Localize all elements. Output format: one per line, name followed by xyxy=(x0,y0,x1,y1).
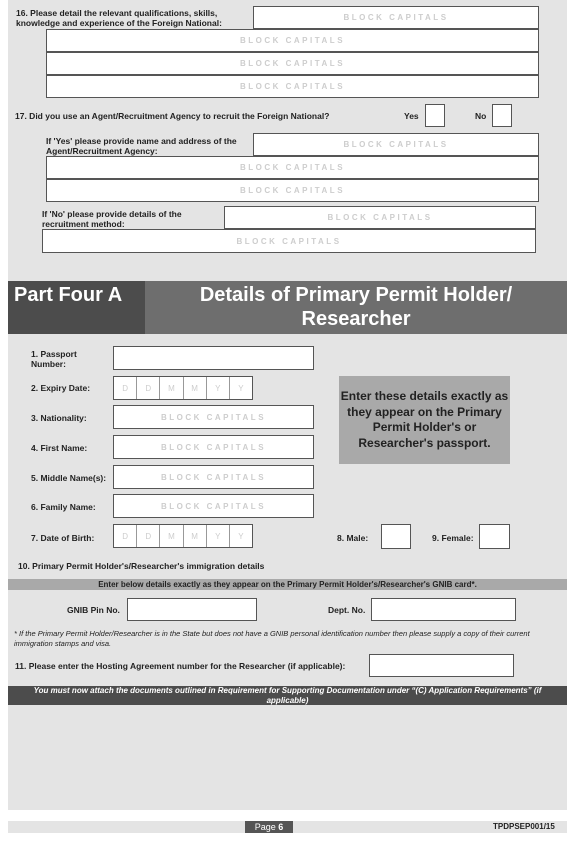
middle-name-label: 5. Middle Name(s): xyxy=(31,473,107,483)
date-segment[interactable]: D xyxy=(137,377,160,399)
q11-label: 11. Please enter the Hosting Agreement number for the Researcher (if applicable): xyxy=(15,661,346,671)
date-segment[interactable]: M xyxy=(184,525,207,547)
date-segment[interactable]: D xyxy=(114,377,137,399)
dept-no-label: Dept. No. xyxy=(328,605,366,615)
q16-field-1[interactable]: BLOCK CAPITALS xyxy=(253,6,539,29)
date-segment[interactable]: M xyxy=(160,377,183,399)
male-checkbox[interactable] xyxy=(381,524,411,549)
nationality-label: 3. Nationality: xyxy=(31,413,87,423)
first-name-label: 4. First Name: xyxy=(31,443,88,453)
hosting-agreement-field[interactable] xyxy=(369,654,514,677)
document-code: TPDPSEP001/15 xyxy=(493,822,555,831)
expiry-label: 2. Expiry Date: xyxy=(31,383,91,393)
section-part-header xyxy=(8,281,145,334)
female-label: 9. Female: xyxy=(432,533,474,543)
dob-field[interactable] xyxy=(113,524,253,548)
gnib-pin-label: GNIB Pin No. xyxy=(67,605,120,615)
q17-label: 17. Did you use an Agent/Recruitment Agency to recruit the Foreign National? xyxy=(15,111,330,121)
section-title-header xyxy=(145,281,567,334)
dob-label: 7. Date of Birth: xyxy=(31,533,95,543)
q17-yes-checkbox[interactable] xyxy=(425,104,445,127)
q17-yes-label: Yes xyxy=(404,111,419,121)
middle-name-field[interactable]: BLOCK CAPITALS xyxy=(113,465,314,489)
male-label: 8. Male: xyxy=(337,533,369,543)
date-segment[interactable]: M xyxy=(160,525,183,547)
gnib-footnote: * If the Primary Permit Holder/Researcher is in the State but does not have a GNIB personal identification number then please supply a copy of their current immigration stamps and visa. xyxy=(14,629,530,648)
q16-field-2[interactable]: BLOCK CAPITALS xyxy=(46,29,539,52)
date-segment[interactable]: Y xyxy=(238,531,244,541)
q17-if-yes-label: If 'Yes' please provide name and address of the Agent/Recruitment Agency: xyxy=(46,136,237,156)
date-segment[interactable]: D xyxy=(114,525,137,547)
date-segment[interactable]: Y xyxy=(207,525,230,547)
page-number-badge xyxy=(245,821,293,833)
expiry-date-field[interactable] xyxy=(113,376,253,400)
passport-label: 1. Passport Number: xyxy=(31,349,77,369)
date-segment[interactable]: Y xyxy=(207,377,230,399)
family-name-label: 6. Family Name: xyxy=(31,502,96,512)
q16-field-4[interactable]: BLOCK CAPITALS xyxy=(46,75,539,98)
dept-no-field[interactable] xyxy=(371,598,516,621)
family-name-field[interactable]: BLOCK CAPITALS xyxy=(113,494,314,518)
q17-no-checkbox[interactable] xyxy=(492,104,512,127)
date-segment[interactable]: Y xyxy=(238,383,244,393)
q16-field-3[interactable]: BLOCK CAPITALS xyxy=(46,52,539,75)
section-part-title: Part Four A xyxy=(14,284,123,306)
recruitment-method-field-2[interactable]: BLOCK CAPITALS xyxy=(42,229,536,253)
page-label: Page xyxy=(254,822,276,832)
recruitment-method-field-1[interactable]: BLOCK CAPITALS xyxy=(224,206,536,229)
q10-label: 10. Primary Permit Holder's/Researcher's immigration details xyxy=(18,561,265,571)
agency-field-1[interactable]: BLOCK CAPITALS xyxy=(253,133,539,156)
section-title: Details of Primary Permit Holder/ Researcher xyxy=(199,284,513,330)
nationality-field[interactable]: BLOCK CAPITALS xyxy=(113,405,314,429)
passport-instruction-text: Enter these details exactly as they appear on the Primary Permit Holder's or Researcher's passport. xyxy=(340,389,509,450)
agency-field-2[interactable]: BLOCK CAPITALS xyxy=(46,156,539,179)
agency-field-3[interactable]: BLOCK CAPITALS xyxy=(46,179,539,202)
passport-field[interactable] xyxy=(113,346,314,370)
gnib-instruction-band: Enter below details exactly as they appear on the Primary Permit Holder's/Researcher's GNIB card*. xyxy=(8,579,567,590)
female-checkbox[interactable] xyxy=(479,524,510,549)
q17-if-no-label: If 'No' please provide details of the recruitment method: xyxy=(42,209,182,229)
attach-documents-notice: You must now attach the documents outlined in Requirement for Supporting Documentation under “(C) Application Requirements” (if applicable) xyxy=(8,686,567,705)
date-segment[interactable]: M xyxy=(184,377,207,399)
q17-no-label: No xyxy=(475,111,487,121)
q16-label: 16. Please detail the relevant qualifications, skills, knowledge and experience of the Foreign National: xyxy=(16,8,222,28)
passport-instruction-note xyxy=(339,376,510,464)
first-name-field[interactable]: BLOCK CAPITALS xyxy=(113,435,314,459)
page-number: 6 xyxy=(278,822,284,832)
date-segment[interactable]: D xyxy=(137,525,160,547)
gnib-pin-field[interactable] xyxy=(127,598,257,621)
